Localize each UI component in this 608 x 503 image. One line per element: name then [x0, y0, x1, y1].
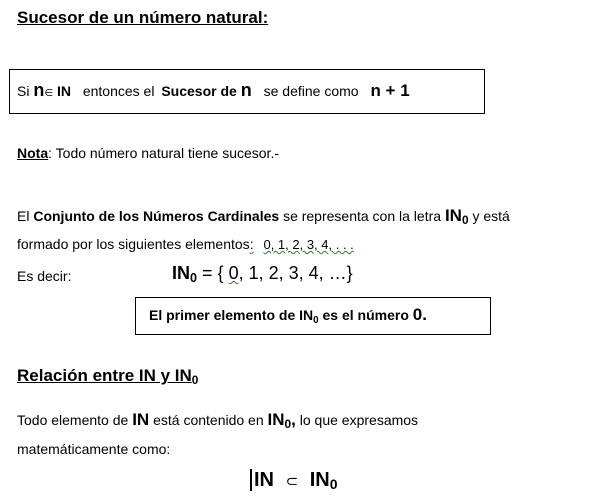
relation-line-1: Todo elemento de IN está contenido en $IN_0$, lo que expresamos — [17, 410, 419, 431]
text-y-esta: y está — [472, 208, 510, 224]
entonces-text: entonces el — [82, 83, 155, 99]
relation-line-2: matemáticamente como: — [17, 441, 171, 457]
first-element-text: El primer elemento de $IN_0$ es el número 0. — [149, 305, 427, 326]
cardinals-term: Conjunto de los Números Cardinales — [33, 208, 280, 224]
colon-mark: : — [249, 236, 254, 252]
n-variable: n — [33, 80, 45, 100]
text-formado: formado por los siguientes elementos — [17, 236, 250, 252]
subset-icon: ⊂ — [285, 473, 299, 490]
se-define-text: se define como — [263, 83, 359, 99]
cardinals-line-2 — [17, 236, 354, 252]
relation-title: Relación entre IN y $IN_0$ — [17, 366, 199, 387]
set-in0: $IN_0$ — [444, 206, 469, 227]
nota-line — [17, 145, 279, 161]
text-represent: se representa con la letra — [283, 208, 442, 224]
n-variable-2: n — [240, 80, 252, 100]
page-title: Sucesor de un número natural: — [17, 8, 269, 27]
text-el: El — [17, 208, 30, 224]
subset-expression: IN ⊂ $IN_0$ — [250, 469, 338, 492]
si-text: Si — [17, 83, 30, 99]
element-of-icon: ∈ — [44, 88, 54, 99]
sucesor-label: Sucesor de — [161, 83, 237, 99]
es-decir-label: Es decir: — [17, 268, 72, 284]
nota-text: : Todo número natural tiene sucesor.- — [48, 145, 280, 161]
definition-text — [17, 80, 410, 101]
set-expression: $IN_0$ = { 0, 1, 2, 3, 4, …} — [172, 263, 353, 285]
elements-list: 0, 1, 2, 3, 4, . . . — [263, 237, 354, 252]
successor-formula: n + 1 — [370, 81, 410, 100]
nota-label: Nota — [17, 145, 49, 161]
cardinals-line-1 — [17, 206, 510, 226]
in-set: IN — [56, 83, 71, 99]
